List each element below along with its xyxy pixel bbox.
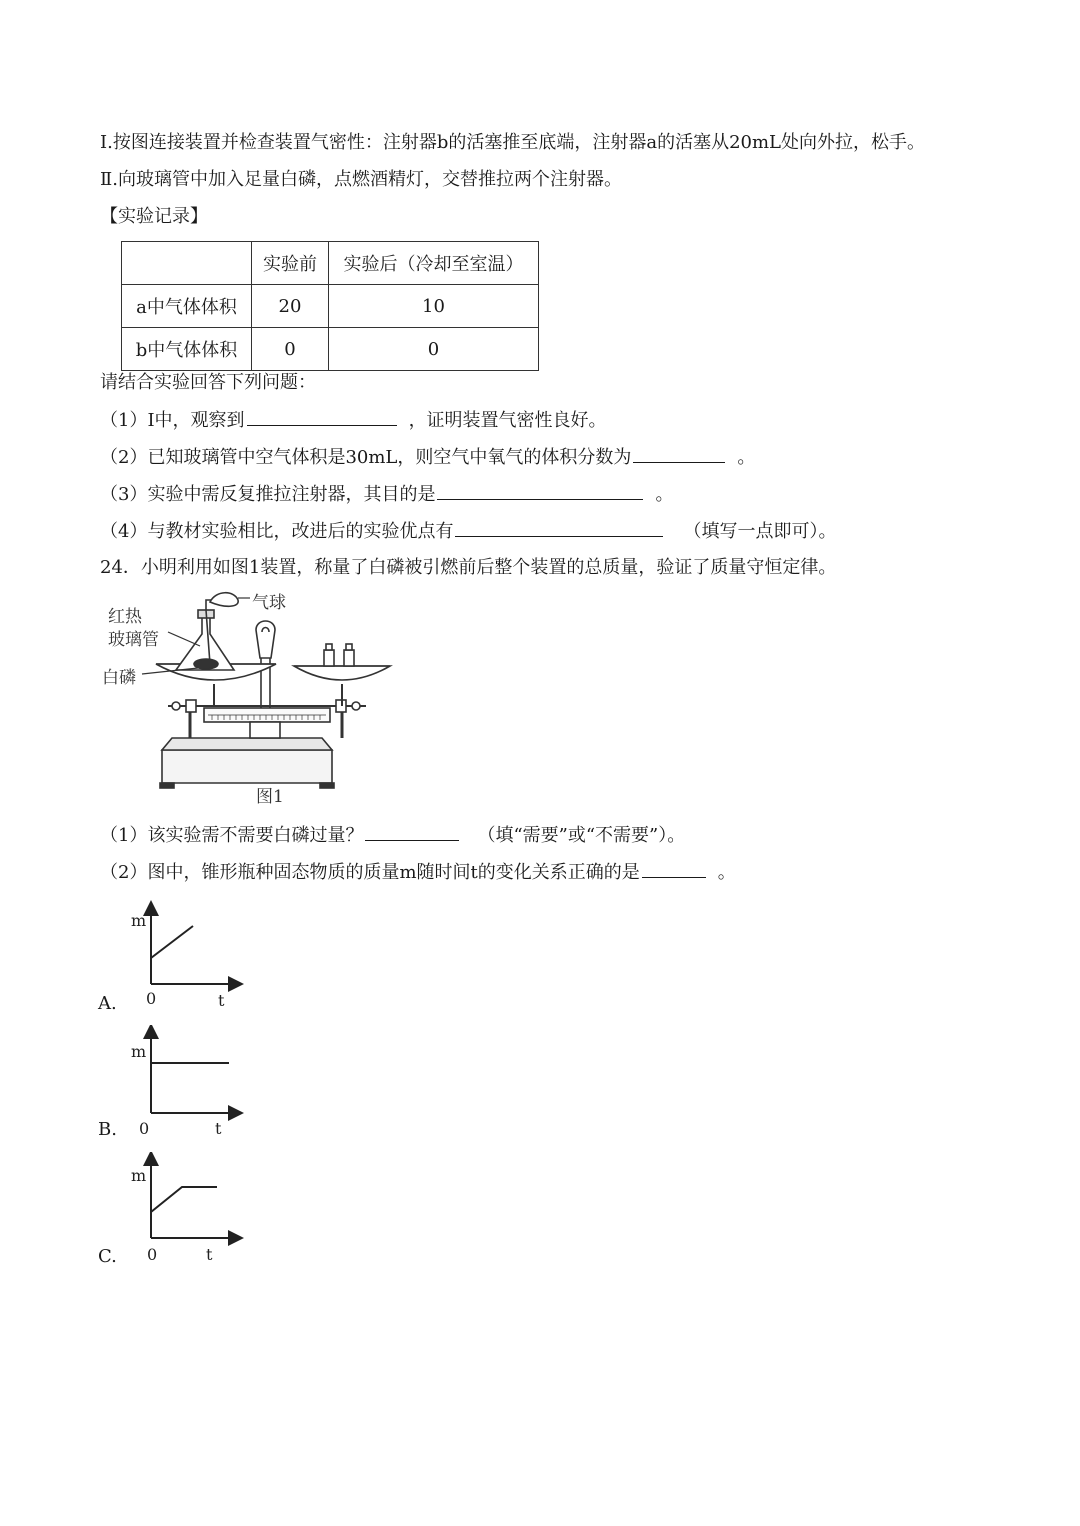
problem-24-text: 24．小明利用如图1装置，称量了白磷被引燃前后整个装置的总质量，验证了质量守恒定律。	[100, 557, 837, 578]
p24-question-2	[100, 859, 736, 886]
y-axis-label: m	[131, 1166, 147, 1185]
origin-label: 0	[147, 1245, 158, 1264]
table-cell: 0	[329, 328, 539, 371]
label-white-phosphorus: 白磷	[102, 668, 136, 688]
option-b-label[interactable]: B.	[98, 1119, 117, 1140]
question-2-text: （2）已知玻璃管中空气体积是30mL，则空气中氧气的体积分数为	[100, 447, 632, 468]
option-c-graph	[120, 1152, 250, 1267]
p24-question-1	[100, 822, 685, 849]
option-a-label[interactable]: A.	[98, 993, 117, 1014]
y-axis-label: m	[131, 911, 147, 930]
x-axis-label: t	[218, 991, 225, 1010]
weight-left	[324, 650, 334, 666]
table-cell: 10	[329, 285, 539, 328]
table-cell: b中气体体积	[122, 328, 252, 371]
question-4	[100, 518, 836, 545]
balloon	[210, 593, 238, 607]
balance-apparatus-figure	[98, 588, 398, 810]
label-balloon: 气球	[252, 593, 286, 613]
question-3	[100, 481, 673, 508]
right-pan	[294, 666, 390, 680]
experiment-record-table	[121, 241, 539, 371]
question-1-text: （1）Ⅰ中，观察到	[100, 410, 245, 431]
curve-rise-then-flat	[151, 1187, 217, 1212]
question-4-suffix: （填写一点即可）。	[683, 521, 837, 542]
question-3-text: （3）实验中需反复推拉注射器，其目的是	[100, 484, 436, 505]
origin-label: 0	[139, 1119, 150, 1138]
label-red-hot: 红热	[108, 607, 142, 627]
table-header-cell: 实验后（冷却至室温）	[329, 242, 539, 285]
answer-blank-3[interactable]	[437, 481, 643, 500]
x-axis-label: t	[206, 1245, 213, 1264]
y-axis-label: m	[131, 1042, 147, 1061]
table-cell: 20	[252, 285, 329, 328]
table-row	[122, 285, 539, 328]
p24-question-1-suffix: （填“需要”或“不需要”）。	[477, 825, 686, 846]
table-header-cell: 实验前	[252, 242, 329, 285]
option-b-graph	[120, 1025, 250, 1140]
option-a-graph	[120, 900, 250, 1015]
question-3-suffix: 。	[655, 484, 674, 505]
p24-answer-blank-1[interactable]	[365, 822, 459, 841]
label-glass-tube: 玻璃管	[108, 630, 159, 650]
record-heading: 【实验记录】	[100, 206, 208, 227]
question-2	[100, 444, 755, 471]
p24-question-2-text: （2）图中，锥形瓶种固态物质的质量m随时间t的变化关系正确的是	[100, 862, 640, 883]
table-cell: a中气体体积	[122, 285, 252, 328]
p24-question-2-suffix: 。	[717, 862, 736, 883]
table-row	[122, 328, 539, 371]
step-1-text: Ⅰ.按图连接装置并检查装置气密性：注射器b的活塞推至底端，注射器a的活塞从20mL处向外拉，松手。	[100, 132, 926, 153]
x-axis-label: t	[215, 1119, 222, 1138]
balance-base	[162, 750, 332, 783]
prompt-text: 请结合实验回答下列问题：	[100, 372, 316, 393]
curve-increasing	[151, 926, 193, 958]
question-1-suffix: ，证明装置气密性良好。	[408, 410, 607, 431]
table-header-row	[122, 242, 539, 285]
step-2-text: Ⅱ.向玻璃管中加入足量白磷，点燃酒精灯，交替推拉两个注射器。	[100, 169, 622, 190]
table-header-cell	[122, 242, 252, 285]
balance-pointer-head	[256, 621, 275, 658]
question-4-text: （4）与教材实验相比，改进后的实验优点有	[100, 521, 454, 542]
option-c-label[interactable]: C.	[98, 1246, 117, 1267]
p24-question-1-text: （1）该实验需不需要白磷过量？	[100, 825, 364, 846]
figure-caption: 图1	[256, 787, 284, 807]
p24-answer-blank-2[interactable]	[642, 859, 706, 878]
question-2-suffix: 。	[737, 447, 756, 468]
table-cell: 0	[252, 328, 329, 371]
question-1	[100, 407, 607, 434]
weight-right	[344, 650, 354, 666]
answer-blank-2[interactable]	[633, 444, 725, 463]
origin-label: 0	[146, 989, 157, 1008]
answer-blank-1[interactable]	[247, 407, 397, 426]
answer-blank-4[interactable]	[455, 518, 663, 537]
